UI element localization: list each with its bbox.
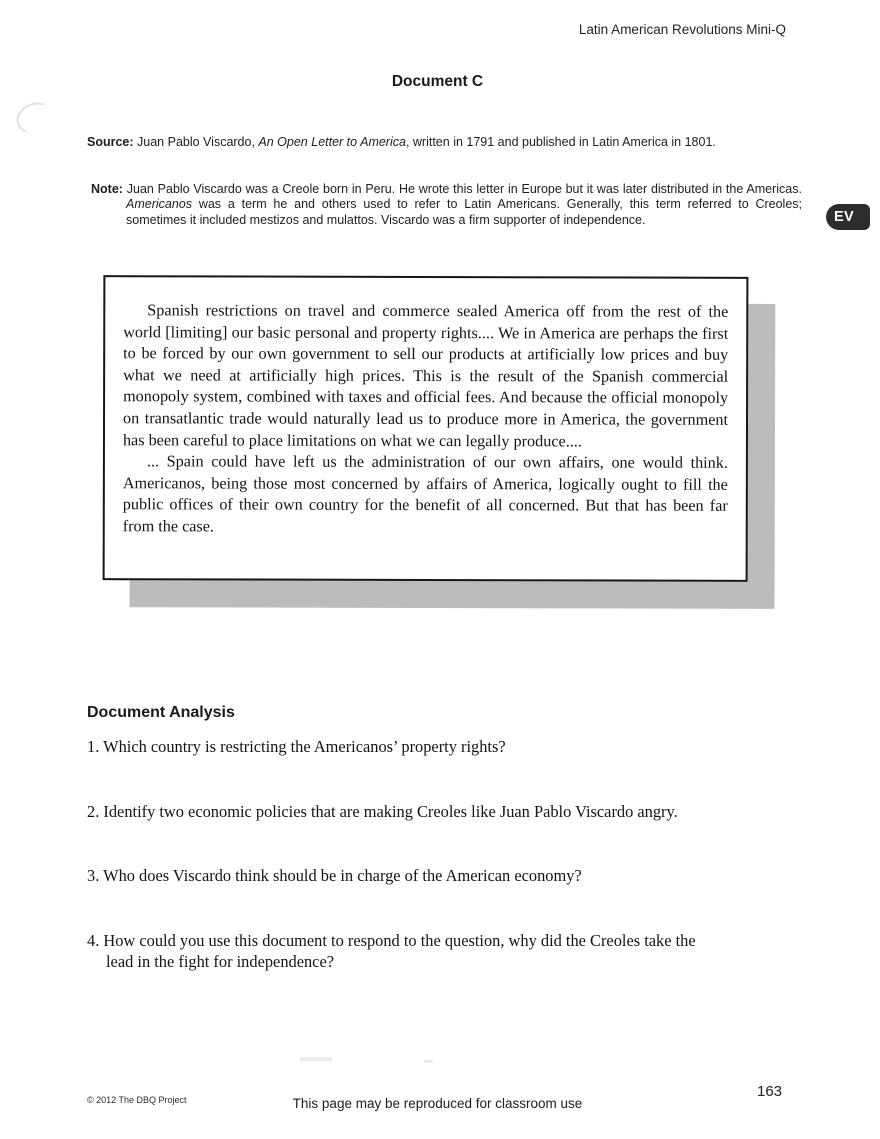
footer-reproduction-notice: This page may be reproduced for classroom use [292,1096,583,1111]
analysis-heading: Document Analysis [87,704,235,721]
footer-copyright: © 2012 The DBQ Project [87,1095,187,1105]
note-text-after: was a term he and others used to refer to Latin Americans. Generally, this term referred to Creoles; sometimes it included mestizos and mulattos. Viscardo was a firm supporter of independence. [126,197,802,227]
quote-paragraph-2: ... Spain could have left us the administration of our own affairs, one would think. Americanos, being those most concerned by affairs of America, logically ought to fill the public offices of their own country for the benefit of all concerned. But that has been far from the case. [122,452,728,536]
analysis-question-3: 3. Who does Viscardo think should be in charge of the American economy? [87,866,582,885]
ev-badge: EV [826,204,870,230]
document-title: Document C [391,73,484,90]
scan-artifact-smudge [424,1060,433,1063]
scan-artifact-arc [12,97,58,138]
scan-artifact-smudge [300,1057,332,1061]
analysis-question-4: 4. How could you use this document to respond to the question, why did the Creoles take the lead in the fight for independence? [87,930,696,971]
source-text: Juan Pablo Viscardo, [137,134,255,149]
source-line [87,135,787,151]
source-text-after: , written in 1791 and published in Latin America in 1801. [405,134,716,149]
note-text: Juan Pablo Viscardo was a Creole born in Peru. He wrote this letter in Europe but it was later distributed in the Americas. [126,181,802,196]
page-number: 163 [757,1083,783,1100]
note-label: Note: [91,181,123,196]
quote-box [103,275,749,582]
analysis-question-2: 2. Identify two economic policies that are making Creoles like Juan Pablo Viscardo angry. [87,801,678,821]
source-work-title: An Open Letter to America [258,134,406,149]
quote-paragraph-1: Spanish restrictions on travel and commerce sealed America off from the rest of the world [limiting] our basic personal and property rights.... We in America are perhaps the first to be forced by our own government to sell our products at artificially low prices and buy what we need at artificially high prices. This is the result of the Spanish commercial monopoly system, combined with taxes and official fees. And because the official monopoly on transatlantic trade would naturally lead us to produce more in America, the government has been careful to place limitations on what we can legally produce.... [122,301,729,450]
running-header: Latin American Revolutions Mini-Q [578,22,786,37]
note-term-italic: Americanos [126,197,192,212]
analysis-questions [87,736,727,1016]
source-label: Source: [87,134,134,149]
note-block [91,182,802,229]
analysis-question-1: 1. Which country is restricting the Americanos’ property rights? [87,737,506,756]
